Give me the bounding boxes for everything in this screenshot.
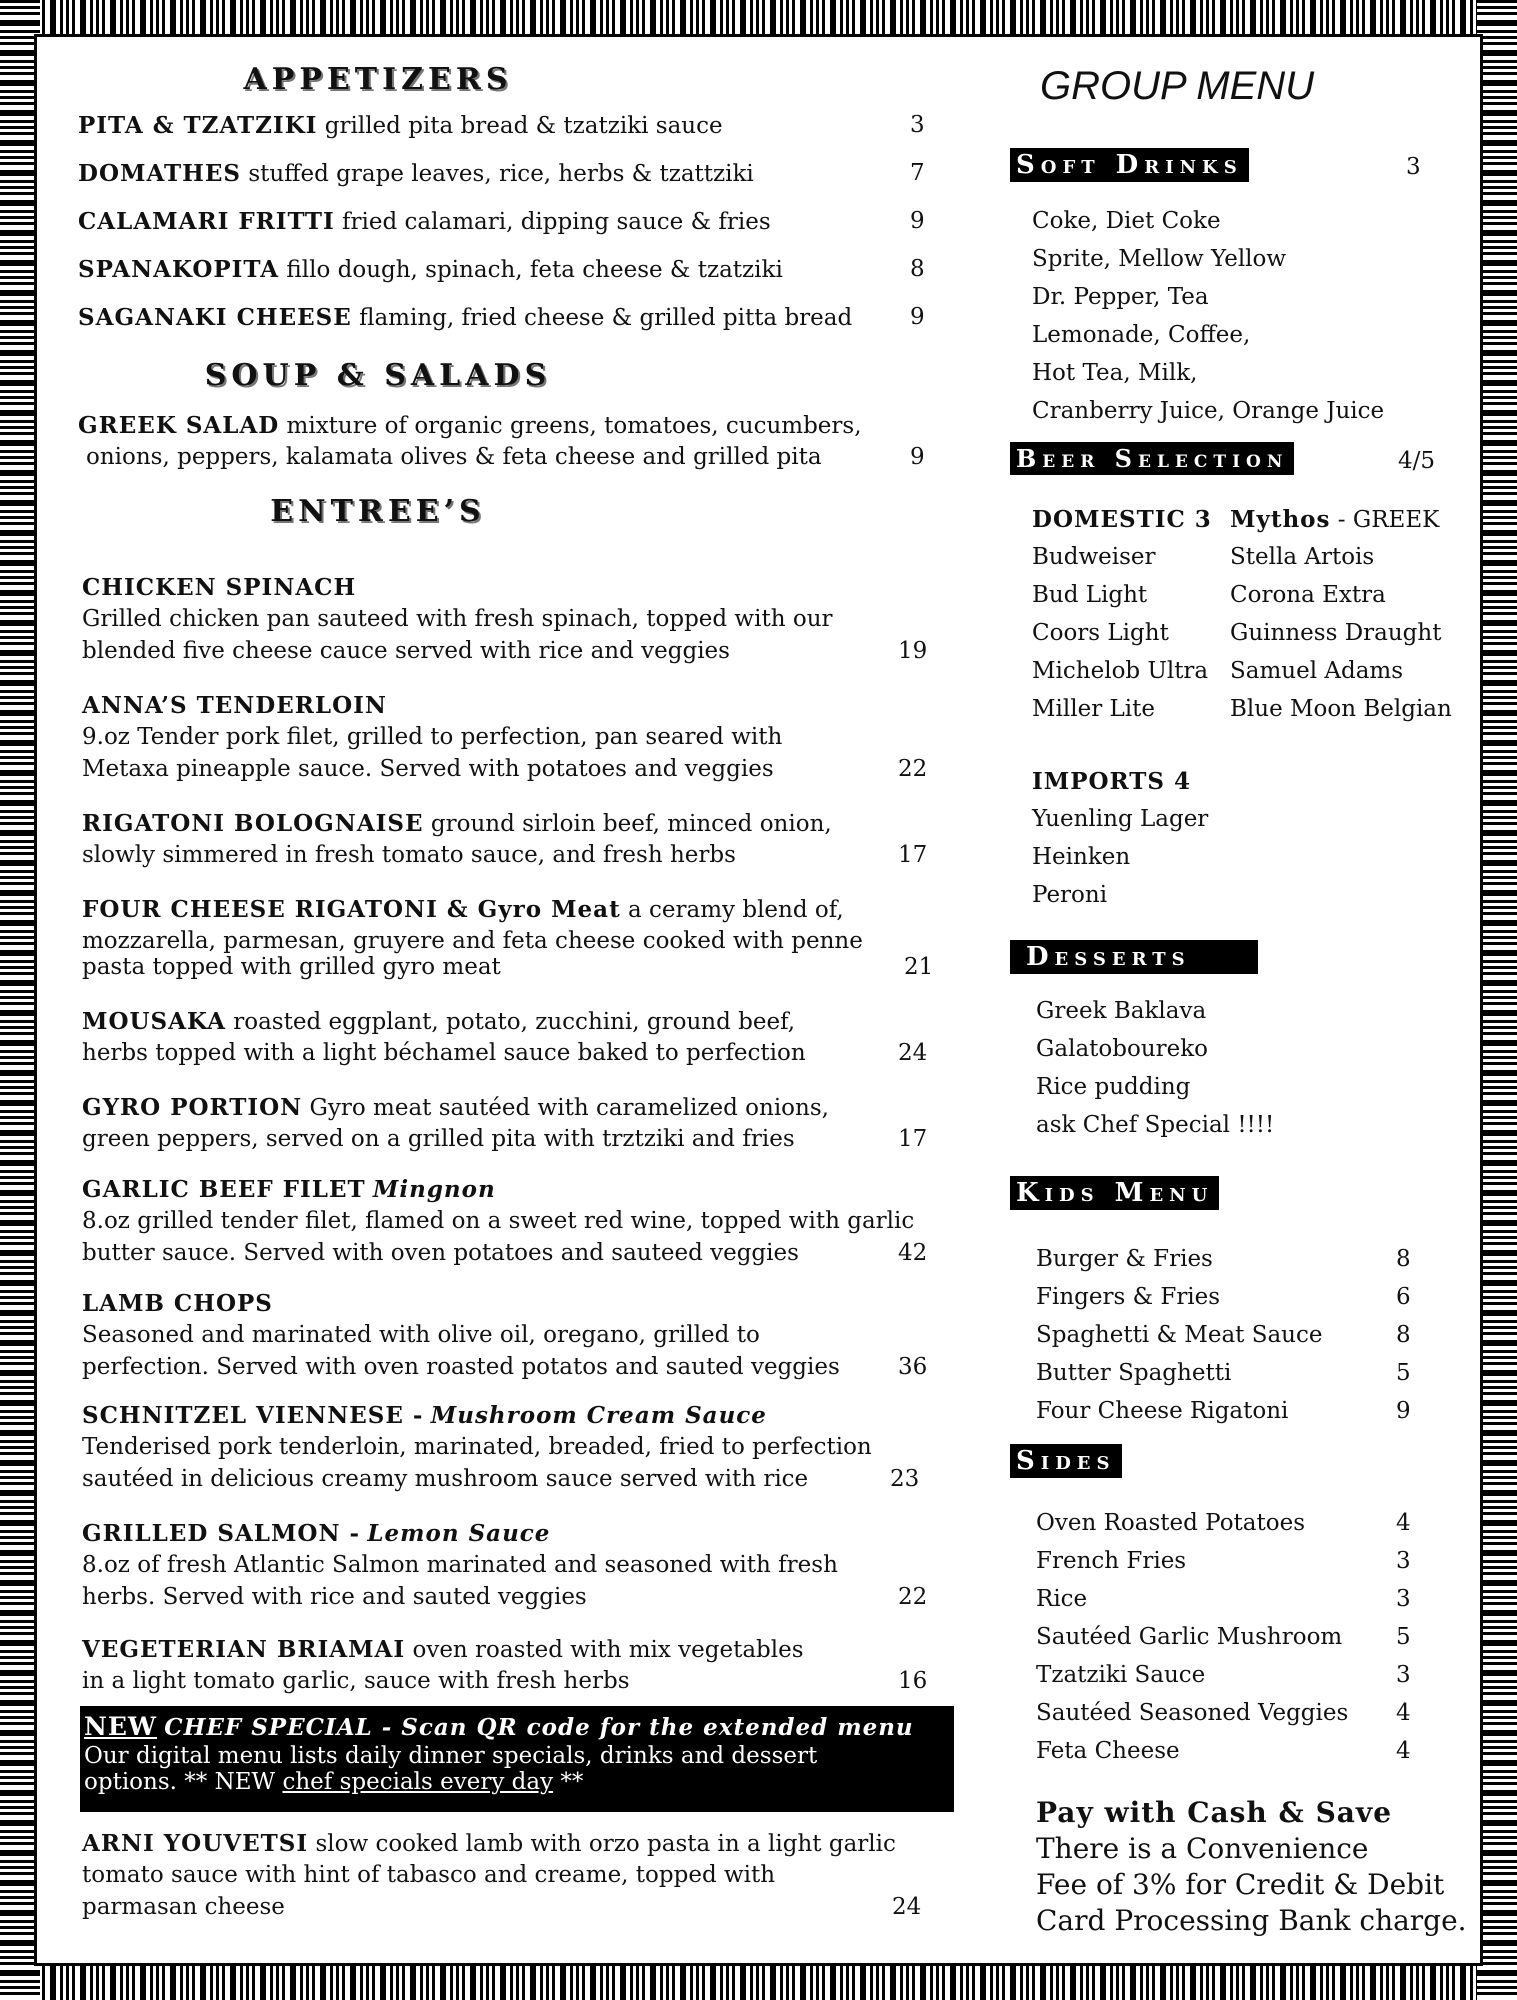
item-desc-line: blended five cheese cauce served with rice and veggies: [82, 638, 730, 664]
soft-drink-item: Cranberry Juice, Orange Juice: [1032, 398, 1385, 424]
chef-special-title: CHEF SPECIAL - Scan QR code for the extended menu: [164, 1714, 914, 1741]
side-price: 4: [1396, 1510, 1411, 1536]
kids-price: 8: [1396, 1322, 1411, 1348]
item-desc: stuffed grape leaves, rice, herbs & tzattziki: [248, 161, 754, 187]
menu-item-arni: [82, 1830, 896, 1857]
beer-heading: Beer Selection: [1010, 442, 1294, 475]
item-price: 9: [910, 304, 925, 330]
item-desc-line: Seasoned and marinated with olive oil, oregano, grilled to: [82, 1322, 760, 1348]
side-item: Tzatziki Sauce: [1036, 1662, 1206, 1688]
greek-beer: Samuel Adams: [1230, 658, 1404, 684]
import-beer: Peroni: [1032, 882, 1108, 908]
menu-item-greek-salad: [78, 412, 862, 439]
kids-item: Burger & Fries: [1036, 1246, 1213, 1272]
item-name: SPANAKOPITA: [78, 256, 280, 283]
item-desc: oven roasted with mix vegetables: [412, 1637, 804, 1663]
side-price: 5: [1396, 1624, 1411, 1650]
import-beer: Yuenling Lager: [1032, 806, 1209, 832]
kids-price: 5: [1396, 1360, 1411, 1386]
item-name: PITA & TZATZIKI: [78, 112, 318, 139]
item-price: 24: [892, 1894, 922, 1920]
item-name: GYRO PORTION: [82, 1094, 303, 1121]
item-price: 42: [898, 1240, 928, 1266]
item-desc-line: green peppers, served on a grilled pita with trztziki and fries: [82, 1126, 795, 1152]
menu-item-calamari: [78, 208, 771, 235]
border-right: [1477, 0, 1517, 2000]
item-price: 22: [898, 756, 928, 782]
item-price: 9: [910, 208, 925, 234]
item-name: CALAMARI FRITTI: [78, 208, 335, 235]
item-name: SCHNITZEL VIENNESE -: [82, 1402, 424, 1429]
item-desc-line: Grilled chicken pan sauteed with fresh spinach, topped with our: [82, 606, 833, 632]
imports-heading: IMPORTS 4: [1032, 768, 1191, 795]
item-desc: fried calamari, dipping sauce & fries: [342, 209, 771, 235]
item-desc: slow cooked lamb with orzo pasta in a light garlic: [315, 1831, 896, 1857]
item-name-italic: Mingnon: [372, 1176, 496, 1203]
domestic-beer: Budweiser: [1032, 544, 1156, 570]
item-desc: flaming, fried cheese & grilled pitta bread: [359, 305, 853, 331]
menu-item-spanakopita: [78, 256, 783, 283]
item-price: 22: [898, 1584, 928, 1610]
menu-item-domathes: [78, 160, 754, 187]
soft-drink-item: Hot Tea, Milk,: [1032, 360, 1198, 386]
item-desc-line: herbs topped with a light béchamel sauce baked to perfection: [82, 1040, 806, 1066]
item-desc-line: 8.oz grilled tender filet, flamed on a sweet red wine, topped with garlic: [82, 1208, 915, 1234]
item-price: 24: [898, 1040, 928, 1066]
new-label: NEW: [84, 1712, 157, 1741]
item-desc-line: in a light tomato garlic, sauce with fresh herbs: [82, 1668, 630, 1694]
item-name: RIGATONI BOLOGNAISE: [82, 810, 424, 837]
item-desc: a ceramy blend of,: [628, 897, 844, 923]
side-item: Feta Cheese: [1036, 1738, 1180, 1764]
greek-beer: Guinness Draught: [1230, 620, 1442, 646]
kids-item: Four Cheese Rigatoni: [1036, 1398, 1289, 1424]
item-name: LAMB CHOPS: [82, 1290, 273, 1317]
item-price: 9: [910, 444, 925, 470]
side-item: Sautéed Seasoned Veggies: [1036, 1700, 1349, 1726]
greek-beer-heading: [1230, 506, 1439, 533]
item-name: ANNA’S TENDERLOIN: [82, 692, 387, 719]
chef-specials-link: chef specials every day: [282, 1769, 554, 1795]
item-name: GRILLED SALMON -: [82, 1520, 361, 1547]
item-name-italic: Lemon Sauce: [367, 1520, 551, 1547]
item-desc: Gyro meat sautéed with caramelized onions,: [309, 1095, 829, 1121]
side-item: Rice: [1036, 1586, 1088, 1612]
fee-note-line: There is a Convenience: [1036, 1832, 1369, 1865]
appetizers-heading: APPETIZERS: [243, 62, 513, 97]
domestic-beer: Coors Light: [1032, 620, 1169, 646]
menu-item-saganaki: [78, 304, 852, 331]
menu-item-mousaka: [82, 1008, 795, 1035]
kids-price: 9: [1396, 1398, 1411, 1424]
fee-note-line: Fee of 3% for Credit & Debit: [1036, 1868, 1445, 1901]
pay-cash-heading: Pay with Cash & Save: [1036, 1796, 1393, 1829]
dessert-item: Greek Baklava: [1036, 998, 1207, 1024]
side-price: 3: [1396, 1662, 1411, 1688]
menu-item-garlic-beef: [82, 1176, 496, 1203]
chef-special-line2-pre: options. ** NEW: [84, 1769, 283, 1795]
item-desc-line: Tenderised pork tenderloin, marinated, breaded, fried to perfection: [82, 1434, 872, 1460]
chef-special-box: [80, 1706, 954, 1812]
item-desc: ground sirloin beef, minced onion,: [430, 811, 832, 837]
side-price: 4: [1396, 1738, 1411, 1764]
item-desc-line: pasta topped with grilled gyro meat: [82, 954, 501, 980]
desserts-heading: Desserts: [1010, 940, 1258, 974]
greek-beer: Blue Moon Belgian: [1230, 696, 1452, 722]
item-price: 17: [898, 842, 928, 868]
side-item: Oven Roasted Potatoes: [1036, 1510, 1306, 1536]
domestic-beer: Michelob Ultra: [1032, 658, 1209, 684]
item-price: 16: [898, 1668, 928, 1694]
right-column: [1010, 0, 1480, 2000]
item-desc-line: tomato sauce with hint of tabasco and creame, topped with: [82, 1862, 776, 1888]
dessert-item: ask Chef Special !!!!: [1036, 1112, 1275, 1138]
item-desc-line: 9.oz Tender pork filet, grilled to perfection, pan seared with: [82, 724, 783, 750]
soft-drink-item: Dr. Pepper, Tea: [1032, 284, 1209, 310]
item-desc-line: sautéed in delicious creamy mushroom sauce served with rice: [82, 1466, 809, 1492]
mythos-label: Mythos: [1230, 506, 1331, 533]
soft-drinks-heading: Soft Drinks: [1010, 148, 1249, 182]
item-name: VEGETERIAN BRIAMAI: [82, 1636, 406, 1663]
greek-suffix: - GREEK: [1330, 507, 1440, 533]
item-price: 17: [898, 1126, 928, 1152]
item-desc-line: perfection. Served with oven roasted potatos and sauted veggies: [82, 1354, 840, 1380]
item-desc-line: herbs. Served with rice and sauted veggies: [82, 1584, 587, 1610]
item-desc: fillo dough, spinach, feta cheese & tzatziki: [286, 257, 783, 283]
kids-price: 8: [1396, 1246, 1411, 1272]
side-price: 3: [1396, 1586, 1411, 1612]
chef-special-line2-post: **: [553, 1769, 584, 1795]
item-name: ARNI YOUVETSI: [82, 1830, 309, 1857]
side-item: French Fries: [1036, 1548, 1187, 1574]
item-desc-line: 8.oz of fresh Atlantic Salmon marinated and seasoned with fresh: [82, 1552, 838, 1578]
item-desc-line: Metaxa pineapple sauce. Served with potatoes and veggies: [82, 756, 774, 782]
soft-drink-item: Sprite, Mellow Yellow: [1032, 246, 1287, 272]
kids-price: 6: [1396, 1284, 1411, 1310]
item-price: 8: [910, 256, 925, 282]
dessert-item: Galatoboureko: [1036, 1036, 1209, 1062]
soft-drink-item: Coke, Diet Coke: [1032, 208, 1221, 234]
sides-heading: Sides: [1010, 1444, 1122, 1478]
soft-drinks-price: 3: [1406, 154, 1421, 180]
menu-item-gyro: [82, 1094, 829, 1121]
dessert-item: Rice pudding: [1036, 1074, 1191, 1100]
menu-item-schnitzel: [82, 1402, 767, 1429]
item-name: SAGANAKI CHEESE: [78, 304, 352, 331]
item-name: GREEK SALAD: [78, 412, 280, 439]
kids-menu-heading: Kids Menu: [1010, 1176, 1219, 1210]
kids-item: Butter Spaghetti: [1036, 1360, 1232, 1386]
entrees-heading: ENTREE’S: [270, 494, 486, 529]
item-price: 3: [910, 112, 925, 138]
menu-item-pita: [78, 112, 723, 139]
item-price: 36: [898, 1354, 928, 1380]
item-desc: grilled pita bread & tzatziki sauce: [324, 113, 723, 139]
greek-beer: Corona Extra: [1230, 582, 1386, 608]
domestic-heading: DOMESTIC 3: [1032, 506, 1212, 533]
left-column: [78, 0, 958, 2000]
item-desc: mixture of organic greens, tomatoes, cucumbers,: [286, 413, 862, 439]
item-price: 23: [890, 1466, 920, 1492]
item-name-italic: Mushroom Cream Sauce: [430, 1402, 767, 1429]
item-name: FOUR CHEESE RIGATONI & Gyro Meat: [82, 896, 621, 923]
domestic-beer: Bud Light: [1032, 582, 1148, 608]
item-desc-line: parmasan cheese: [82, 1894, 285, 1920]
domestic-beer: Miller Lite: [1032, 696, 1156, 722]
item-price: 21: [904, 954, 934, 980]
item-name: MOUSAKA: [82, 1008, 226, 1035]
item-desc-line: slowly simmered in fresh tomato sauce, and fresh herbs: [82, 842, 736, 868]
item-desc-line: onions, peppers, kalamata olives & feta cheese and grilled pita: [86, 444, 822, 470]
kids-item: Spaghetti & Meat Sauce: [1036, 1322, 1323, 1348]
menu-item-rigatoni: [82, 810, 832, 837]
fee-note-line: Card Processing Bank charge.: [1036, 1904, 1467, 1937]
import-beer: Heinken: [1032, 844, 1131, 870]
beer-price: 4/5: [1398, 448, 1436, 474]
item-desc-line: mozzarella, parmesan, gruyere and feta cheese cooked with penne: [82, 928, 863, 954]
item-desc: roasted eggplant, potato, zucchini, ground beef,: [233, 1009, 796, 1035]
menu-item-briamai: [82, 1636, 804, 1663]
group-menu-title: GROUP MENU: [1040, 64, 1315, 108]
item-price: 19: [898, 638, 928, 664]
item-desc-line: butter sauce. Served with oven potatoes and sauteed veggies: [82, 1240, 799, 1266]
item-price: 7: [910, 160, 925, 186]
item-name: DOMATHES: [78, 160, 242, 187]
menu-item-four-cheese: [82, 896, 844, 923]
side-price: 3: [1396, 1548, 1411, 1574]
chef-special-line1: Our digital menu lists daily dinner specials, drinks and dessert: [84, 1743, 818, 1769]
side-price: 4: [1396, 1700, 1411, 1726]
menu-item-salmon: [82, 1520, 550, 1547]
greek-beer: Stella Artois: [1230, 544, 1375, 570]
chef-special-head: [84, 1712, 950, 1741]
side-item: Sautéed Garlic Mushroom: [1036, 1624, 1343, 1650]
chef-special-line2: [84, 1769, 950, 1795]
soft-drink-item: Lemonade, Coffee,: [1032, 322, 1251, 348]
item-name: CHICKEN SPINACH: [82, 574, 357, 601]
item-name: GARLIC BEEF FILET: [82, 1176, 366, 1203]
soup-salads-heading: SOUP & SALADS: [204, 358, 552, 393]
kids-item: Fingers & Fries: [1036, 1284, 1221, 1310]
